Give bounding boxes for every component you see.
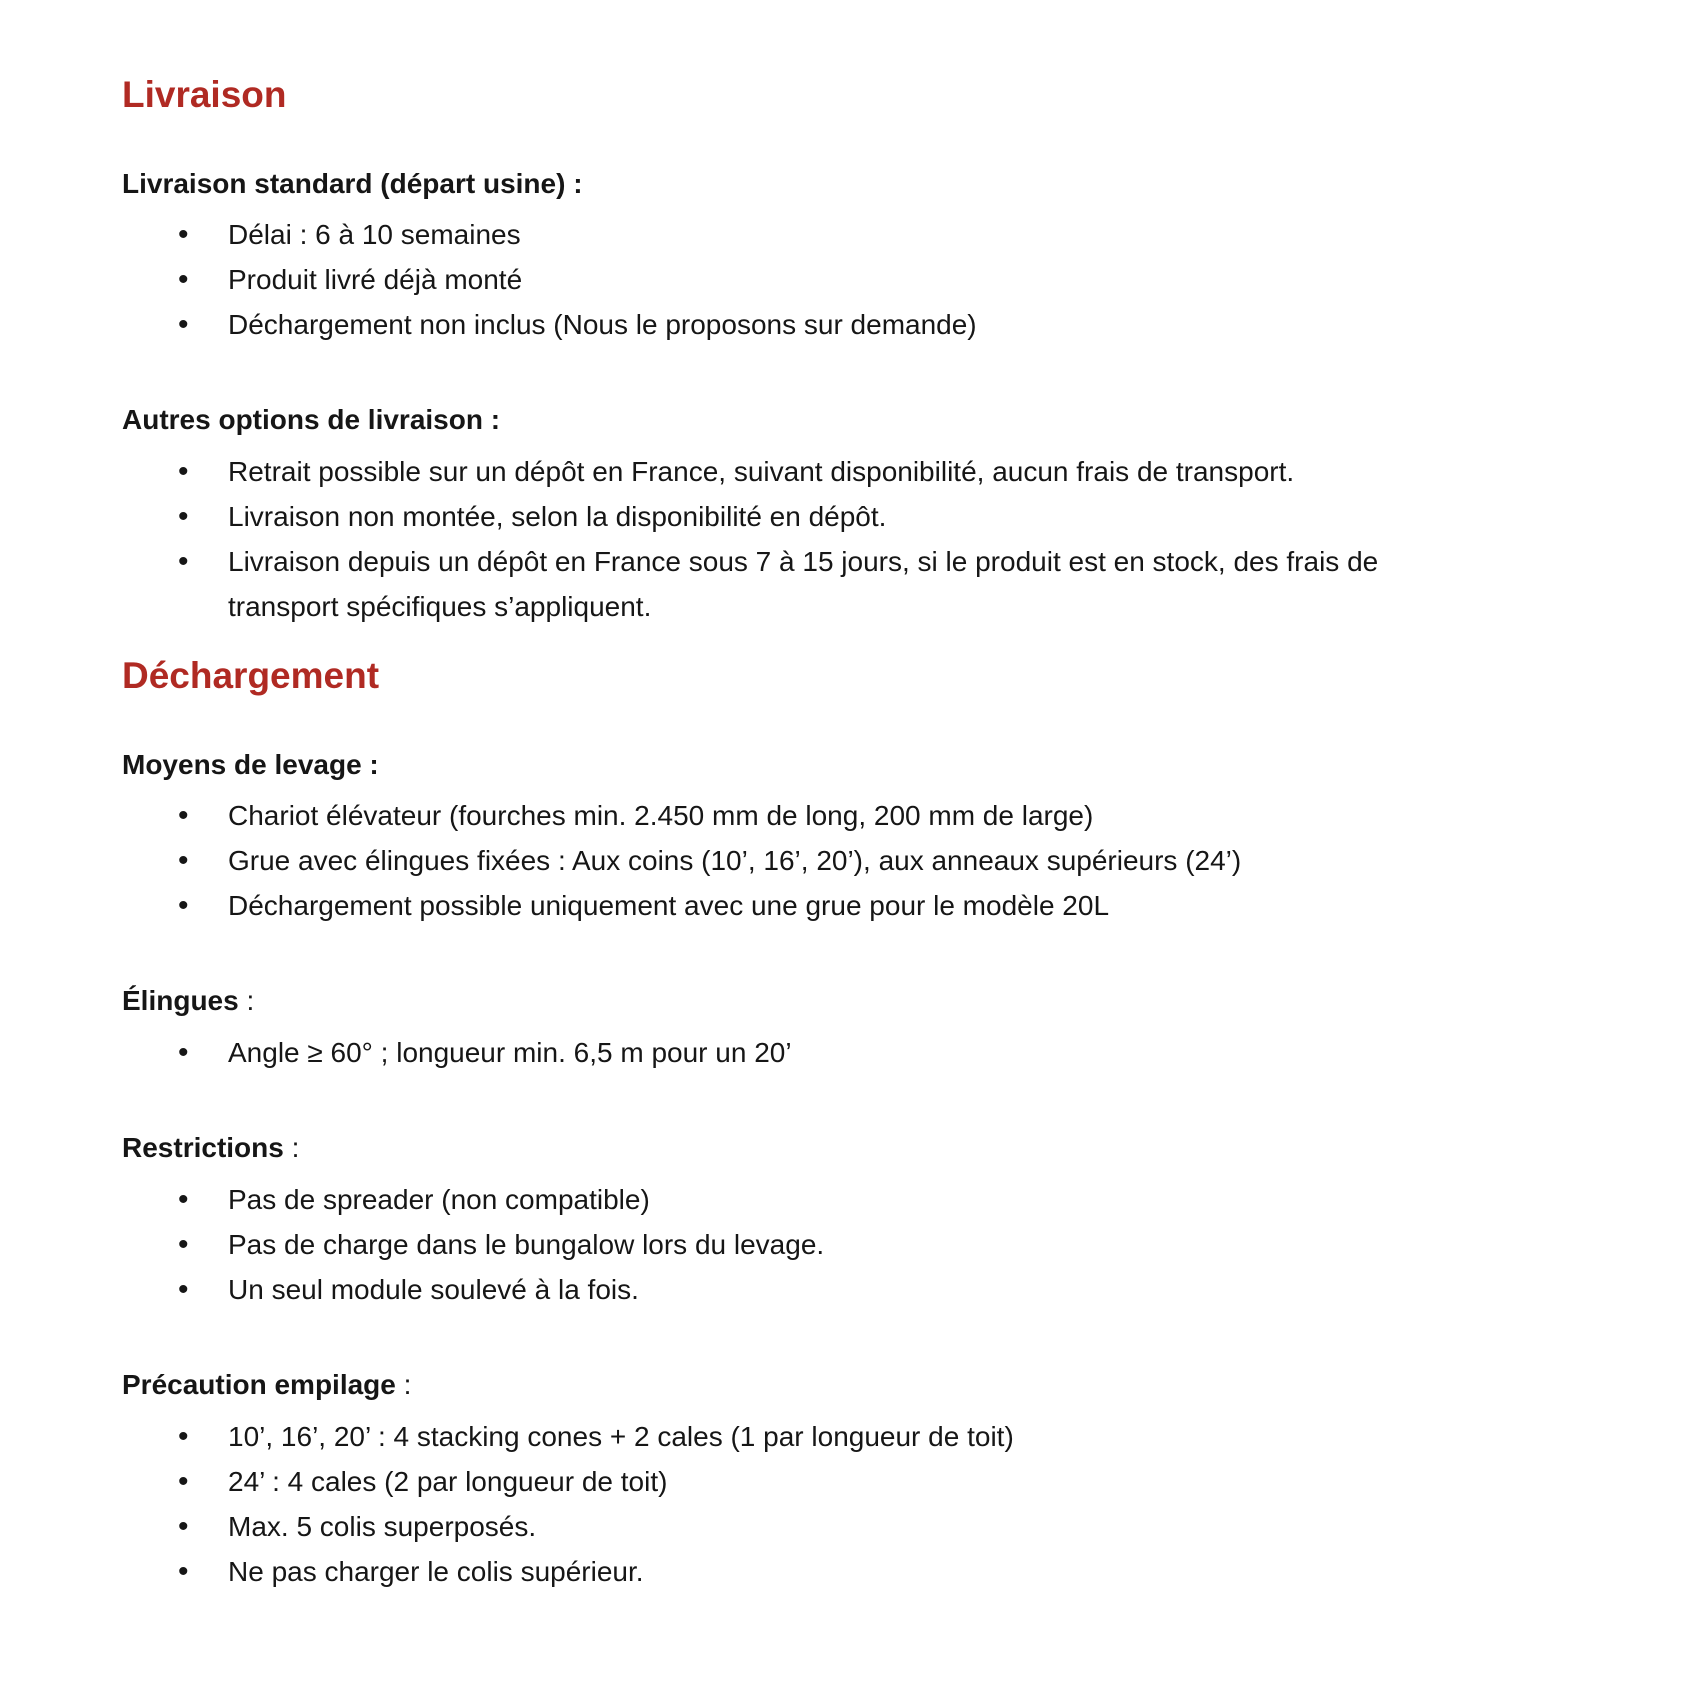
- bullet-list: [122, 1414, 1490, 1594]
- bullet-list: [122, 1030, 1490, 1075]
- subsection-restrictions: [122, 1129, 1490, 1312]
- bullet-item: • Délai : 6 à 10 semaines: [122, 212, 1490, 257]
- subsection-autres-options: [122, 401, 1490, 629]
- bullet-list: [122, 449, 1490, 629]
- subsection-label-text: Élingues: [122, 985, 239, 1017]
- subsection-label: [122, 401, 1490, 439]
- subsection-label-suffix: :: [238, 985, 255, 1017]
- bullet-list: [122, 1177, 1490, 1312]
- subsection-label-suffix: :: [283, 1132, 300, 1164]
- bullet-item: • Angle ≥ 60° ; longueur min. 6,5 m pour un 20’: [122, 1030, 1490, 1075]
- bullet-item: • Livraison depuis un dépôt en France sous 7 à 15 jours, si le produit est en stock, des frais de transport spécifiques s’appliquent.: [122, 539, 1490, 629]
- section-livraison: [122, 74, 1490, 629]
- bullet-item: • Déchargement possible uniquement avec une grue pour le modèle 20L: [122, 883, 1490, 928]
- bullet-item: • Ne pas charger le colis supérieur.: [122, 1549, 1490, 1594]
- bullet-item: • Pas de charge dans le bungalow lors du levage.: [122, 1222, 1490, 1267]
- section-heading: Déchargement: [122, 655, 380, 697]
- bullet-item: • Un seul module soulevé à la fois.: [122, 1267, 1490, 1312]
- section-heading: Livraison: [122, 74, 287, 115]
- subsection-label: [122, 746, 1490, 784]
- bullet-item: • Retrait possible sur un dépôt en France, suivant disponibilité, aucun frais de transport.: [122, 449, 1490, 494]
- bullet-item: • Livraison non montée, selon la disponibilité en dépôt.: [122, 494, 1490, 539]
- subsection-livraison-standard: [122, 165, 1490, 348]
- bullet-item: • Chariot élévateur (fourches min. 2.450 mm de long, 200 mm de large): [122, 793, 1490, 838]
- bullet-item: • Déchargement non inclus (Nous le proposons sur demande): [122, 302, 1490, 347]
- subsection-label-suffix: :: [395, 1369, 412, 1401]
- bullet-item: • 10’, 16’, 20’ : 4 stacking cones + 2 cales (1 par longueur de toit): [122, 1414, 1490, 1459]
- subsection-label-text: Restrictions: [122, 1132, 284, 1164]
- bullet-item: • Grue avec élingues fixées : Aux coins (10’, 16’, 20’), aux anneaux supérieurs (24’): [122, 838, 1490, 883]
- bullet-item: • Max. 5 colis superposés.: [122, 1504, 1490, 1549]
- subsection-label: [122, 1366, 1490, 1404]
- subsection-label-text: Livraison standard (départ usine) :: [122, 167, 583, 199]
- subsection-moyens-de-levage: [122, 746, 1490, 929]
- subsection-label-text: Moyens de levage :: [122, 748, 379, 780]
- subsection-label-text: Précaution empilage: [122, 1369, 396, 1401]
- subsection-label-text: Autres options de livraison :: [122, 404, 501, 436]
- subsection-precaution-empilage: [122, 1366, 1490, 1594]
- bullet-item: • Produit livré déjà monté: [122, 257, 1490, 302]
- subsection-label: [122, 982, 1490, 1020]
- bullet-list: [122, 212, 1490, 347]
- section-dechargement: [122, 655, 1490, 1594]
- subsection-label: [122, 165, 1490, 203]
- bullet-list: [122, 793, 1490, 928]
- subsection-label: [122, 1129, 1490, 1167]
- subsection-elingues: [122, 982, 1490, 1075]
- bullet-item: • Pas de spreader (non compatible): [122, 1177, 1490, 1222]
- bullet-item: • 24’ : 4 cales (2 par longueur de toit): [122, 1459, 1490, 1504]
